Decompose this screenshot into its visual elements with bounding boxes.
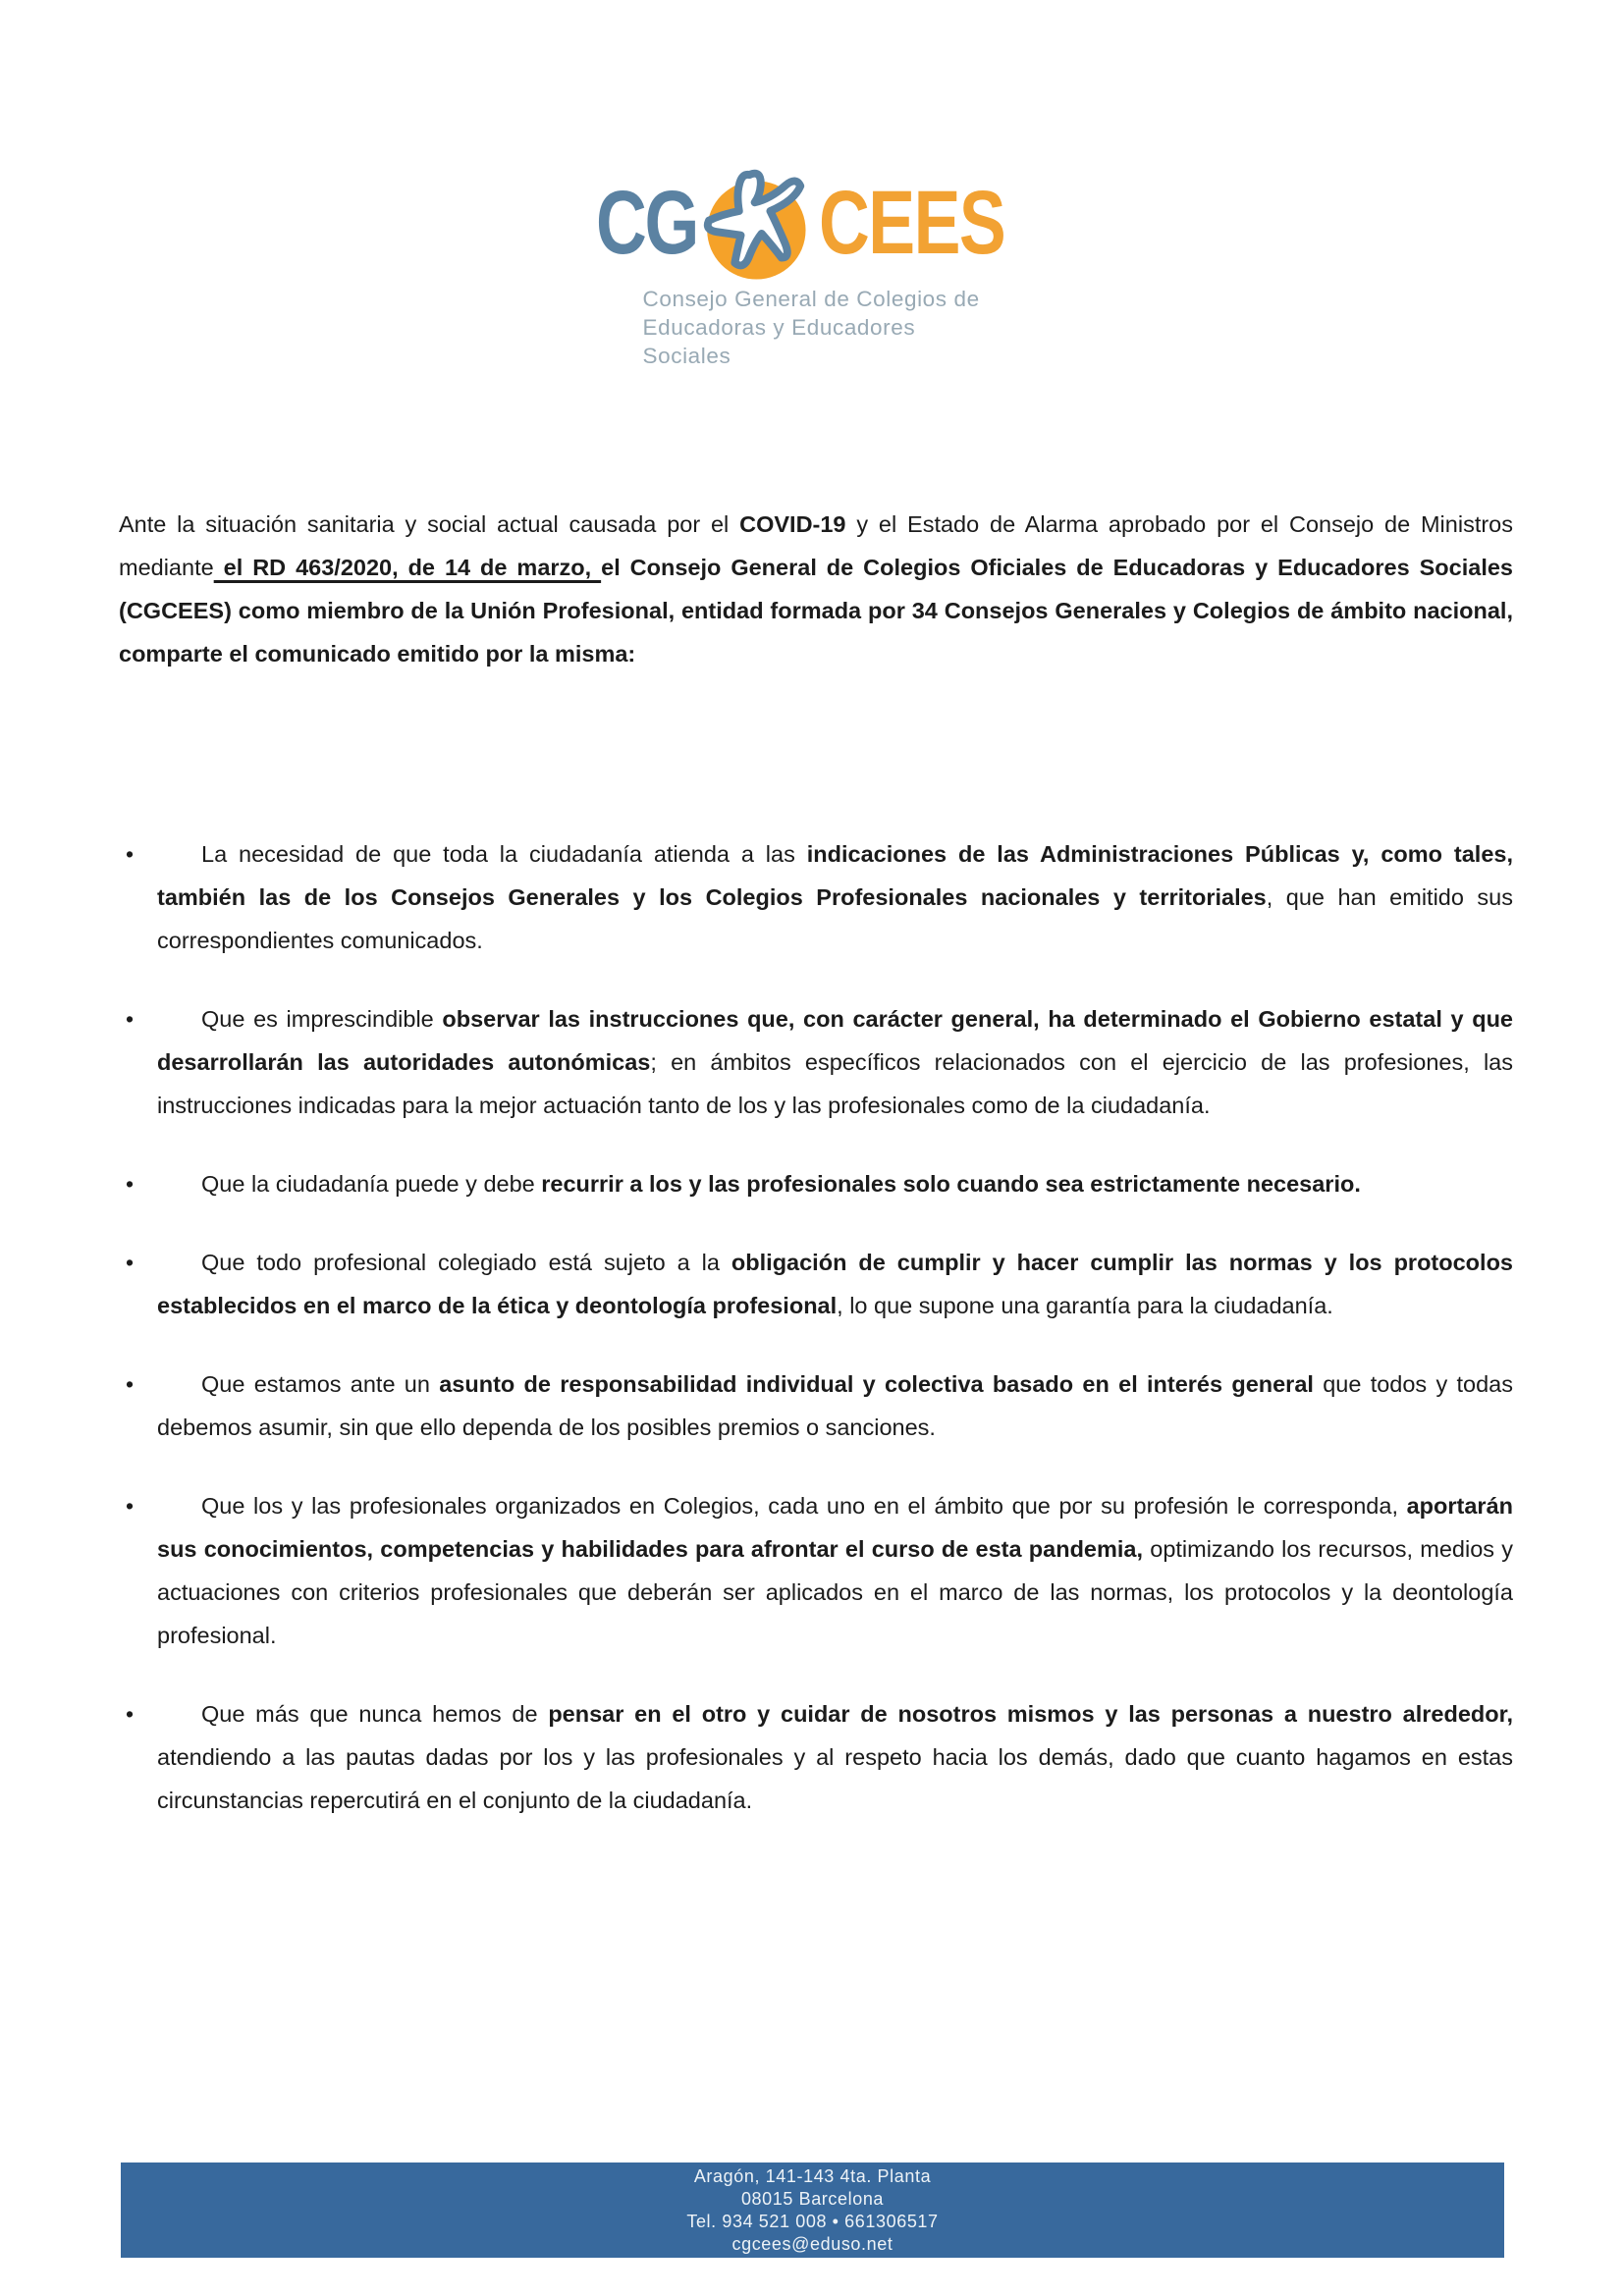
bullet-item: • Que la ciudadanía puede y debe recurrir a los y las profesionales solo cuando sea estrictamente necesario. [119, 1162, 1513, 1205]
logo-row [568, 165, 1057, 281]
bullet-list [119, 832, 1513, 1857]
cgcees-logo [0, 165, 1624, 370]
logo-cees-text: CEES [818, 172, 1004, 273]
logo-caption [643, 285, 982, 370]
bullet-item: • La necesidad de que toda la ciudadanía atienda a las indicaciones de las Administraciones Públicas y, como tales, también las de los Consejos Generales y los Colegios Profesionales nacionales y territoriales, que han emitido sus correspondientes comunicados. [119, 832, 1513, 962]
bullet-marker: • [126, 1493, 135, 1519]
bullet-item: • Que todo profesional colegiado está sujeto a la obligación de cumplir y hacer cumplir las normas y los protocolos establecidos en el marco de la ética y deontología profesional, lo que supone una garantía para la ciudadanía. [119, 1241, 1513, 1327]
person-star-icon [687, 161, 831, 291]
footer-address-line: Aragón, 141-143 4ta. Planta [693, 2165, 932, 2186]
footer-bar [121, 2163, 1504, 2258]
bullet-marker: • [126, 841, 135, 867]
bullet-marker: • [126, 1006, 135, 1032]
logo-caption-line2: Educadoras y Educadores Sociales [642, 315, 916, 368]
bullet-marker: • [126, 1250, 135, 1275]
bullet-marker: • [126, 1171, 135, 1197]
bullet-item: • Que estamos ante un asunto de responsabilidad individual y colectiva basado en el interés general que todos y todas debemos asumir, sin que ello dependa de los posibles premios o sanciones. [119, 1362, 1513, 1449]
footer-city-line: 08015 Barcelona [740, 2188, 885, 2209]
bullet-marker: • [126, 1371, 135, 1397]
bullet-marker: • [126, 1701, 135, 1727]
logo-cg-text: CG [595, 172, 697, 273]
intro-paragraph: Ante la situación sanitaria y social actual causada por el COVID-19 y el Estado de Alarma aprobado por el Consejo de Ministros mediante el RD 463/2020, de 14 de marzo, el Consejo General de Colegios Oficiales de Educadoras y Educadores Sociales (CGCEES) como miembro de la Unión Profesional, entidad formada por 34 Consejos Generales y Colegios de ámbito nacional, comparte el comunicado emitido por la misma: [119, 511, 1513, 667]
bullet-item: • Que los y las profesionales organizados en Colegios, cada uno en el ámbito que por su profesión le corresponda, aportarán sus conocimientos, competencias y habilidades para afrontar el curso de esta pandemia, optimizando los recursos, medios y actuaciones con criterios profesionales que deberán ser aplicados en el marco de las normas, los protocolos y la deontología profesional. [119, 1484, 1513, 1657]
logo-caption-line1: Consejo General de Colegios de [642, 287, 980, 311]
footer-email-line: cgcees@eduso.net [731, 2233, 893, 2254]
footer-phone-line: Tel. 934 521 008 • 661306517 [686, 2211, 939, 2231]
bullet-item: • Que es imprescindible observar las instrucciones que, con carácter general, ha determinado el Gobierno estatal y que desarrollarán las autoridades autonómicas; en ámbitos específicos relacionados con el ejercicio de las profesiones, las instrucciones indicadas para la mejor actuación tanto de los y las profesionales como de la ciudadanía. [119, 997, 1513, 1127]
bullet-item: • Que más que nunca hemos de pensar en el otro y cuidar de nosotros mismos y las personas a nuestro alrededor, atendiendo a las pautas dadas por los y las profesionales y al respeto hacia los demás, dado que cuanto hagamos en estas circunstancias repercutirá en el conjunto de la ciudadanía. [119, 1692, 1513, 1822]
